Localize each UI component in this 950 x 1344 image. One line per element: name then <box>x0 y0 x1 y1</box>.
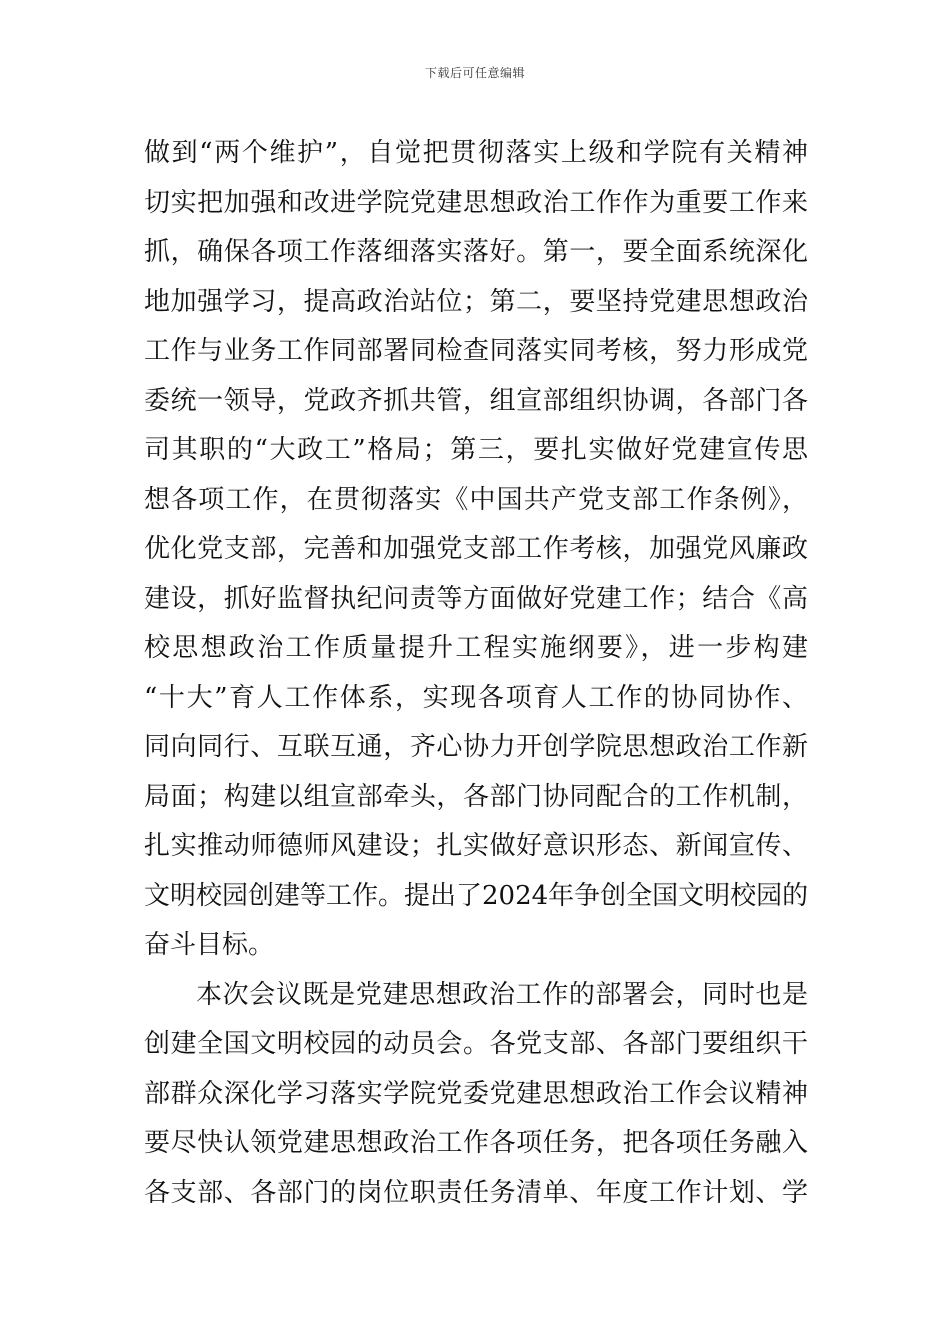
text-line: 想各项工作，在贯彻落实《中国共产党支部工作条例》， <box>144 484 808 515</box>
text-line: 委统一领导，党政齐抓共管，组宣部组织协调，各部门各 <box>144 385 808 416</box>
text-line: 本次会议既是党建思想政治工作的部署会，同时也是 <box>196 979 808 1010</box>
text-line: 扎实推动师德师风建设；扎实做好意识形态、新闻宣传、 <box>144 831 808 861</box>
text-line: 工作与业务工作同部署同检查同落实同考核，努力形成党 <box>144 336 808 366</box>
text-line: 优化党支部，完善和加强党支部工作考核，加强党风廉政 <box>144 534 808 564</box>
text-line: 奋斗目标。 <box>144 930 275 960</box>
text-line: 各支部、各部门的岗位职责任务清单、年度工作计划、学 <box>144 1177 808 1208</box>
paragraph-1 <box>144 129 808 971</box>
text-line: 部群众深化学习落实学院党委党建思想政治工作会议精神 <box>144 1078 808 1109</box>
text-line: 抓，确保各项工作落细落实落好。第一，要全面系统深化 <box>144 237 808 267</box>
text-line: 切实把加强和改进学院党建思想政治工作作为重要工作来 <box>144 187 808 218</box>
paragraph-2 <box>144 971 808 1219</box>
text-line: 局面；构建以组宣部牵头，各部门协同配合的工作机制， <box>144 781 808 812</box>
text-line: 校思想政治工作质量提升工程实施纲要》，进一步构建 <box>144 633 808 663</box>
text-line: “十大”育人工作体系，实现各项育人工作的协同协作、 <box>144 682 808 713</box>
text-line: 文明校园创建等工作。提出了2024年争创全国文明校园的 <box>144 880 809 911</box>
text-line: 地加强学习，提高政治站位；第二，要坚持党建思想政治 <box>144 286 808 317</box>
body-text <box>144 129 808 1218</box>
text-line: 创建全国文明校园的动员会。各党支部、各部门要组织干 <box>144 1029 808 1059</box>
text-line: 做到“两个维护”，自觉把贯彻落实上级和学院有关精神 <box>144 138 808 168</box>
text-line: 同向同行、互联互通，齐心协力开创学院思想政治工作新 <box>144 732 808 762</box>
text-line: 要尽快认领党建思想政治工作各项任务，把各项任务融入 <box>144 1128 808 1158</box>
text-line: 司其职的“大政工”格局；第三，要扎实做好党建宣传思 <box>144 435 808 465</box>
text-line: 建设，抓好监督执纪问责等方面做好党建工作；结合《高 <box>144 583 808 614</box>
header-note: 下载后可任意编辑 <box>424 66 525 80</box>
